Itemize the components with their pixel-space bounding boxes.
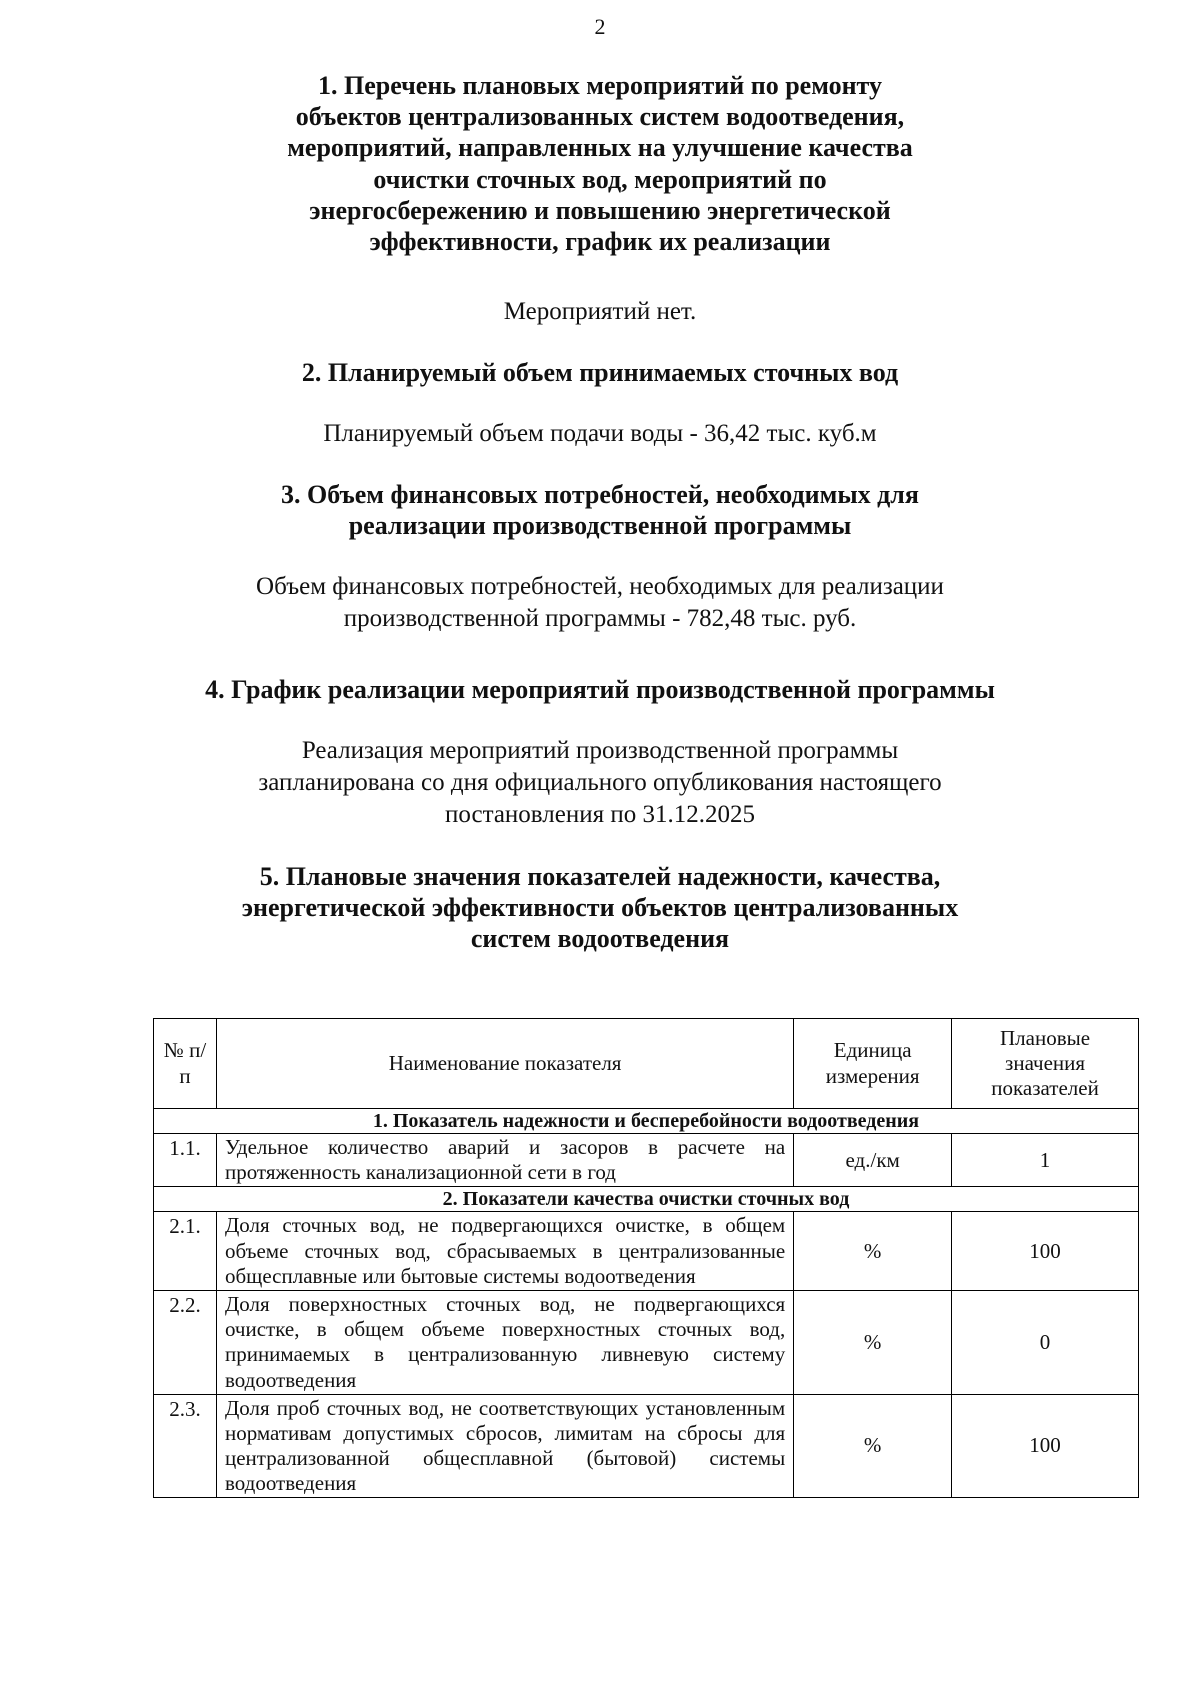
header-value: Плановые значения показателей — [952, 1019, 1139, 1109]
table-row — [154, 1394, 1139, 1498]
group-2-title: 2. Показатели качества очистки сточных вод — [154, 1187, 1139, 1212]
section-4-text: Реализация мероприятий производственной программы запланирована со дня официального опубликования настоящего постановления по 31.12.2025 — [258, 737, 942, 828]
indicators-table — [153, 1018, 1139, 1498]
row-num: 1.1. — [154, 1134, 217, 1187]
row-name: Доля проб сточных вод, не соответствующих установленным нормативам допустимых сбросов, лимитам на сбросы для централизованной общесплавной (бытовой) системы водоотведения — [216, 1394, 793, 1498]
row-unit: % — [794, 1212, 952, 1291]
section-2-title: 2. Планируемый объем принимаемых сточных вод — [301, 358, 899, 387]
table-row — [154, 1212, 1139, 1291]
table-row — [154, 1290, 1139, 1394]
row-value: 100 — [952, 1212, 1139, 1291]
row-unit: ед./км — [794, 1134, 952, 1187]
header-name: Наименование показателя — [216, 1019, 793, 1109]
page-number: 2 — [594, 14, 606, 39]
row-unit: % — [794, 1394, 952, 1498]
section-1-text: Мероприятий нет. — [503, 298, 697, 325]
row-name: Доля поверхностных сточных вод, не подвергающихся очистке, в общем объеме поверхностных сточных вод, принимаемых в централизованную ливневую систему водоотведения — [216, 1290, 793, 1394]
table-group-row — [154, 1187, 1139, 1212]
section-3-title: 3. Объем финансовых потребностей, необходимых для реализации производственной программы — [281, 480, 919, 541]
row-value: 100 — [952, 1394, 1139, 1498]
header-num: № п/п — [154, 1019, 217, 1109]
section-3-text: Объем финансовых потребностей, необходимых для реализации производственной программы - 782,48 тыс. руб. — [256, 573, 944, 632]
row-num: 2.2. — [154, 1290, 217, 1394]
row-name: Удельное количество аварий и засоров в расчете на протяженность канализационной сети в год — [216, 1134, 793, 1187]
row-value: 1 — [952, 1134, 1139, 1187]
section-4-title: 4. График реализации мероприятий производственной программы — [205, 675, 995, 704]
table-group-row — [154, 1109, 1139, 1134]
table-header-row — [154, 1019, 1139, 1109]
row-value: 0 — [952, 1290, 1139, 1394]
section-5-title: 5. Плановые значения показателей надежности, качества, энергетической эффективности объектов централизованных систем водоотведения — [241, 862, 959, 954]
group-1-title: 1. Показатель надежности и бесперебойности водоотведения — [154, 1109, 1139, 1134]
row-num: 2.3. — [154, 1394, 217, 1498]
section-1-title: 1. Перечень плановых мероприятий по ремонту объектов централизованных систем водоотведения, мероприятий, направленных на улучшение качества очистки сточных вод, мероприятий по энергосбережению и повышению энергетической эффективности, график их реализации — [287, 71, 913, 256]
row-num: 2.1. — [154, 1212, 217, 1291]
section-2-text: Планируемый объем подачи воды - 36,42 тыс. куб.м — [323, 420, 877, 447]
row-name: Доля сточных вод, не подвергающихся очистке, в общем объеме сточных вод, сбрасываемых в централизованные общесплавные или бытовые системы водоотведения — [216, 1212, 793, 1291]
table-row — [154, 1134, 1139, 1187]
row-unit: % — [794, 1290, 952, 1394]
header-unit: Единица измерения — [794, 1019, 952, 1109]
